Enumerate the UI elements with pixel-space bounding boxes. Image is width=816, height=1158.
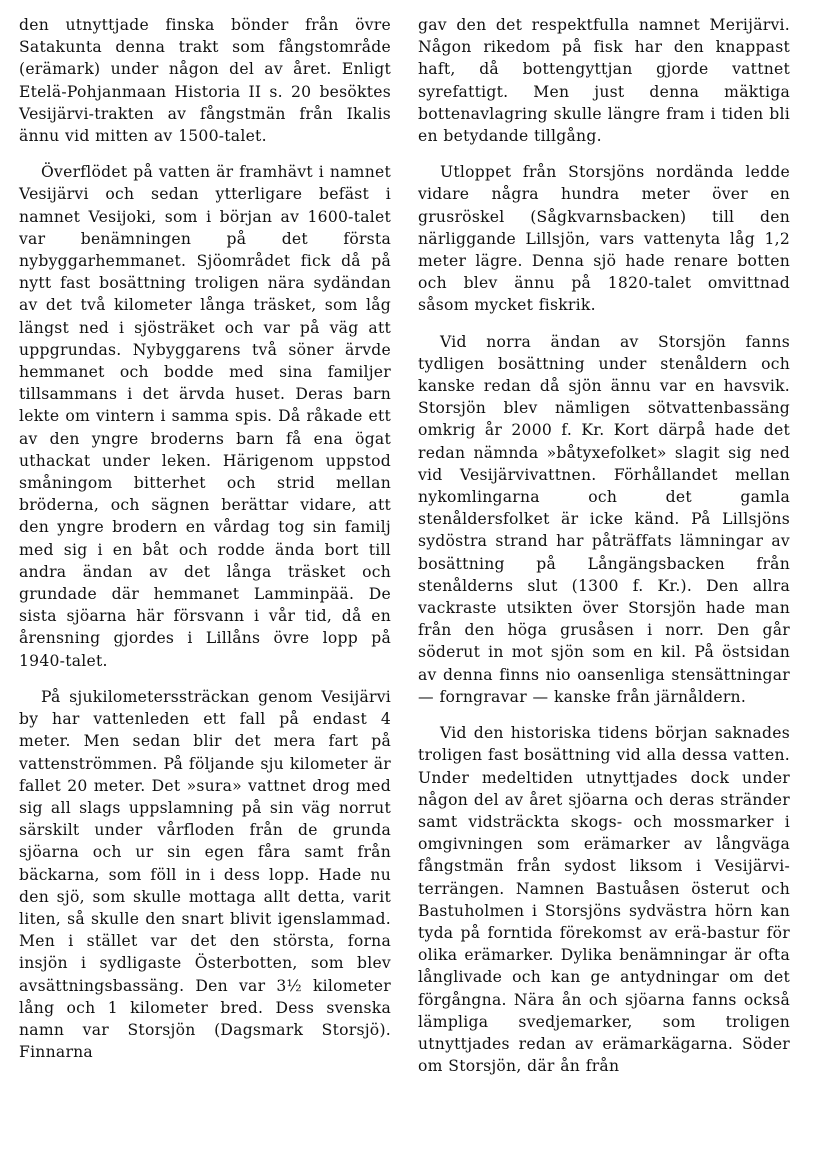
paragraph-overflodet: Överflödet på vatten är framhävt i namnet Vesijärvi och sedan ytterligare befäst i namnet Vesijoki, som i början av 1600-talet var benämningen på det första nybyggarhemmanet. Sjöområdet fick då på nytt fast bosättning troligen nära sydändan av det två kilometer långa träsket, som låg längst ned i sjösträket och var på väg att uppgrundas. Nybyggarens två söner ärvde hemmanet och bodde med sina familjer tillsammans i det ärvda huset. Deras barn lekte om vintern i samma spis. Då råkade ett av den yngre broderns barn få ena ögat uthackat under leken. Härigenom uppstod småningom bitterhet och strid mellan bröderna, och sägnen berättar vidare, att den yngre brodern en vårdag tog sin familj med sig i en båt och rodde ända bort till andra ändan av det långa träsket och grundade där hemmanet Lamminpää. De sista sjöarna här försvann i vår tid, då en årensning gjordes i Lillåns övre lopp på 1940-talet.	[19, 163, 391, 670]
left-text-column	[19, 14, 391, 1077]
paragraph-merijarvi: gav den det respektfulla namnet Merijärvi. Någon rikedom på fisk har den knappast haft, då bottengyttjan gjorde vattnet syrefattigt. Men just denna mäktiga bottenavlagring skulle längre fram i tiden bli en betydande tillgång.	[418, 16, 790, 146]
right-text-column	[418, 14, 790, 1091]
paragraph-utloppet: Utloppet från Storsjöns nordända ledde vidare några hundra meter över en grusröskel (Sågkvarnsbacken) till den närliggande Lillsjön, vars vattenyta låg 1,2 meter lägre. Denna sjö hade renare botten och blev ännu på 1820-talet omvittnad såsom mycket fiskrik.	[418, 163, 790, 315]
paragraph-historiska-tiden: Vid den historiska tidens början saknades troligen fast bosättning vid alla dessa vatten. Under medeltiden utnyttjades dock under någon del av året sjöarna och deras stränder samt vidsträckta skogs- och mossmarker i omgivningen som erämarker av långväga fångstmän från sydost liksom i Vesijärvi-terrängen. Namnen Bastuåsen österut och Bastuholmen i Storsjöns sydvästra hörn kan tyda på forntida förekomst av erä-bastur för olika erämarker. Dylika benämningar är ofta långlivade och kan ge antydningar om det förgångna. Nära ån och sjöarna fanns också lämpliga svedjemarker, som troligen utnyttjades redan av erämarkägarna. Söder om Storsjön, där ån från	[418, 724, 790, 1076]
paragraph-continued: den utnyttjade finska bönder från övre Satakunta denna trakt som fångstområde (erämark) under någon del av året. Enligt Etelä-Pohjanmaan Historia II s. 20 besöktes Vesijärvi-trakten av fångstmän från Ikalis ännu vid mitten av 1500-talet.	[19, 16, 391, 146]
paragraph-norra-andan: Vid norra ändan av Storsjön fanns tydligen bosättning under stenåldern och kanske redan då sjön ännu var en havsvik. Storsjön blev nämligen sötvattenbassäng omkrig år 2000 f. Kr. Kort därpå hade det redan nämnda »båtyxefolket» slagit sig ned vid Vesijärvivattnen. Förhållandet mellan nykomlingarna och det gamla stenåldersfolket är icke känd. På Lillsjöns sydöstra strand har påträffats lämningar av bosättning på Långängsbacken från stenålderns slut (1300 f. Kr.). Den allra vackraste utsikten över Storsjön hade man från den höga grusåsen i norr. Den går söderut in mot sjön som en kil. På östsidan av denna finns nio oansenliga stensättningar — forngravar — kanske från järnåldern.	[418, 332, 790, 706]
paragraph-sjukilometerssträckan: På sjukilometerssträckan genom Vesijärvi by har vattenleden ett fall på endast 4 meter. Men sedan blir det mera fart på vattenströmmen. På följande sju kilometer är fallet 20 meter. Det »sura» vattnet drog med sig all slags uppslamning på sin väg norrut särskilt under vårfloden från de grunda sjöarna och ur sin egen fåra samt från bäckarna, som föll in i dess lopp. Hade nu den sjö, som skulle mottaga allt detta, varit liten, så skulle den snart blivit igenslammad. Men i stället var det den största, forna insjön i sydligaste Österbotten, som blev avsättningsbassäng. Den var 3½ kilometer lång och 1 kilometer bred. Dess svenska namn var Storsjön (Dagsmark Storsjö). Finnarna	[19, 687, 391, 1062]
